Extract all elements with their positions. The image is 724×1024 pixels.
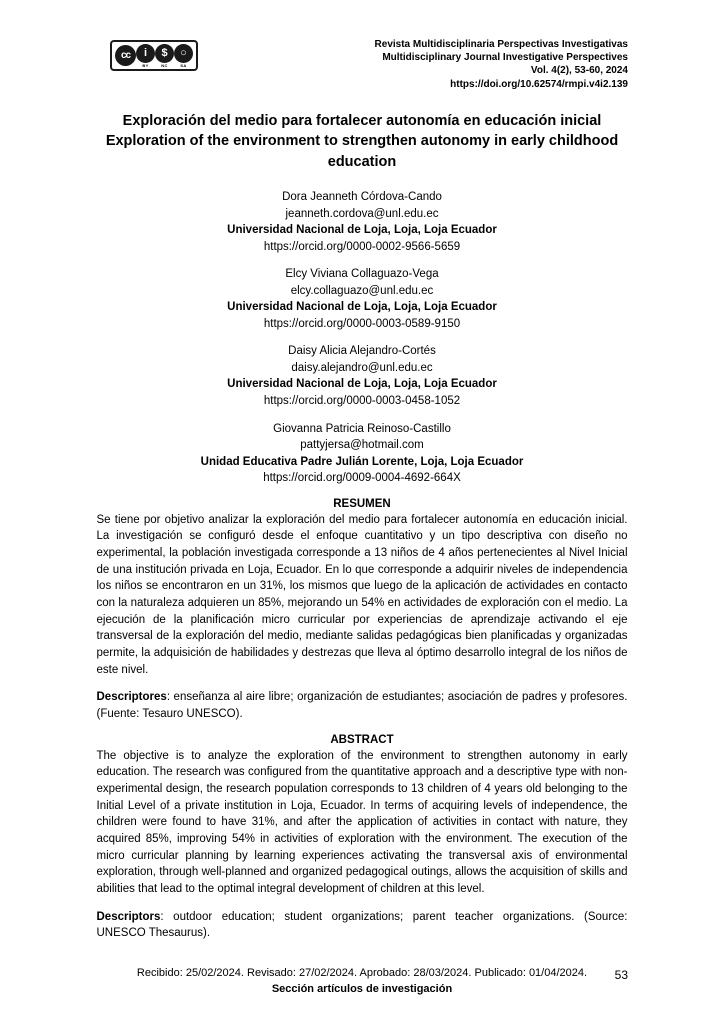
author-name: Daisy Alicia Alejandro-Cortés xyxy=(288,345,436,358)
resumen-descriptors-body: : enseñanza al aire libre; organización de estudiantes; asociación de padres y profesores. (Fuente: Tesauro UNESCO). xyxy=(96,691,628,721)
author-name: Giovanna Patricia Reinoso-Castillo xyxy=(273,422,451,435)
resumen-heading: RESUMEN xyxy=(333,497,391,510)
author-email[interactable]: elcy.collaguazo@unl.edu.ec xyxy=(290,284,434,297)
resumen-descriptors xyxy=(97,689,628,722)
cc-nc-label: NC xyxy=(161,62,168,68)
cc-sa-label: SA xyxy=(180,62,187,68)
page-title xyxy=(95,111,629,173)
creative-commons-icon: cc xyxy=(115,45,136,66)
doi-link[interactable]: https://doi.org/10.62574/rmpi.v4i2.139 xyxy=(450,78,628,90)
cc-nc-symbol: $ xyxy=(155,44,174,63)
title-spanish: Exploración del medio para fortalecer autonomía en educación inicial xyxy=(122,112,602,129)
title-english: Exploration of the environment to strengthen autonomy in early childhood education xyxy=(105,133,619,171)
author-entry xyxy=(82,189,642,255)
author-email[interactable]: jeanneth.cordova@unl.edu.ec xyxy=(285,207,439,220)
page-number: 53 xyxy=(614,968,628,982)
author-entry xyxy=(82,266,642,332)
article-footer xyxy=(97,966,628,998)
journal-info-block xyxy=(375,38,628,91)
cc-by-nc-sa-icon xyxy=(110,40,198,71)
publication-dates: Recibido: 25/02/2024. Revisado: 27/02/2024. Aprobado: 28/03/2024. Publicado: 01/04/2024. xyxy=(136,967,588,980)
abstract-descriptors-body: : outdoor education; student organizations; parent teacher organizations. (Source: UNESCO Thesaurus). xyxy=(96,910,628,940)
journal-section-label: Sección artículos de investigación xyxy=(271,983,453,996)
author-affiliation: Universidad Nacional de Loja, Loja, Loja Ecuador xyxy=(227,301,497,314)
abstract-descriptors xyxy=(97,909,628,942)
cc-attribution-icon xyxy=(136,44,155,68)
authors-list xyxy=(82,189,642,487)
author-orcid[interactable]: https://orcid.org/0000-0003-0589-9150 xyxy=(263,317,461,330)
author-name: Dora Jeanneth Córdova-Cando xyxy=(282,190,442,203)
author-entry xyxy=(82,421,642,487)
resumen-descriptors-label: Descriptores xyxy=(96,691,167,704)
journal-name-spanish: Revista Multidisciplinaria Perspectivas Investigativas xyxy=(374,39,628,50)
resumen-body: Se tiene por objetivo analizar la exploración del medio para fortalecer autonomía en educación inicial. La investigación se configuró desde el enfoque cuantitativo y un tipo descriptiva con diseño no experimental, la población investigada corresponde a 13 niños de 4 años pertenecientes al Nivel Inicial de una institución privada en Loja, Ecuador. En lo que corresponde a adquirir niveles de independencia los niños se encontraron en un 31%, los mismos que luego de la aplicación de actividades en contacto con la naturaleza adquieren un 85%, mejorando un 54% en actividades de exploración con el medio. La ejecución de la planificación micro curricular por experiencias de aprendizaje activando el eje transversal de la exploración del medio, mediante salidas pedagógicas bien planificadas y organizadas permite, la adquisición de habilidades y destrezas que lleva al óptimo desarrollo integral de los niños de este nivel. xyxy=(96,513,628,676)
journal-name-english: Multidisciplinary Journal Investigative Perspectives xyxy=(382,52,628,64)
cc-by-symbol: i xyxy=(136,44,155,63)
author-affiliation: Universidad Nacional de Loja, Loja, Loja Ecuador xyxy=(227,378,497,391)
cc-sa-symbol: ○ xyxy=(174,44,193,63)
volume-issue-line: Vol. 4(2), 53-60, 2024 xyxy=(530,65,628,77)
author-affiliation: Unidad Educativa Padre Julián Lorente, Loja, Loja Ecuador xyxy=(200,455,524,468)
abstract-body: The objective is to analyze the exploration of the environment to strengthen autonomy in early education. The research was configured from the quantitative approach and a descriptive type with non-experimental design, the research population corresponds to 13 children of 4 years old belonging to the Initial Level of a private institution in Loja, Ecuador. In terms of acquiring levels of independence, the children were found to have 31%, and after the application of activities in contact with nature, they acquired 85%, improving 54% in activities of exploration with the environment. The execution of the micro curricular planning by learning experiences activating the transversal axis of environmental exploration, through well-planned and organized pedagogical outings, allows the acquisition of skills and abilities that lead to the optimal integral development of children at this level. xyxy=(96,749,628,896)
cc-sharealike-icon xyxy=(174,44,193,68)
author-orcid[interactable]: https://orcid.org/0000-0003-0458-1052 xyxy=(263,394,461,407)
cc-by-label: BY xyxy=(142,62,149,68)
author-affiliation: Universidad Nacional de Loja, Loja, Loja Ecuador xyxy=(227,224,497,237)
page-masthead xyxy=(0,0,724,91)
abstract-section xyxy=(97,498,628,942)
author-orcid[interactable]: https://orcid.org/0000-0002-9566-5659 xyxy=(263,240,461,253)
author-name: Elcy Viviana Collaguazo-Vega xyxy=(285,268,439,281)
author-email[interactable]: pattyjersa@hotmail.com xyxy=(300,439,424,452)
abstract-descriptors-label: Descriptors xyxy=(96,910,161,923)
author-entry xyxy=(82,343,642,409)
author-email[interactable]: daisy.alejandro@unl.edu.ec xyxy=(291,361,433,374)
author-orcid[interactable]: https://orcid.org/0009-0004-4692-664X xyxy=(263,472,461,485)
cc-noncommercial-icon xyxy=(155,44,174,68)
abstract-heading: ABSTRACT xyxy=(330,733,394,746)
